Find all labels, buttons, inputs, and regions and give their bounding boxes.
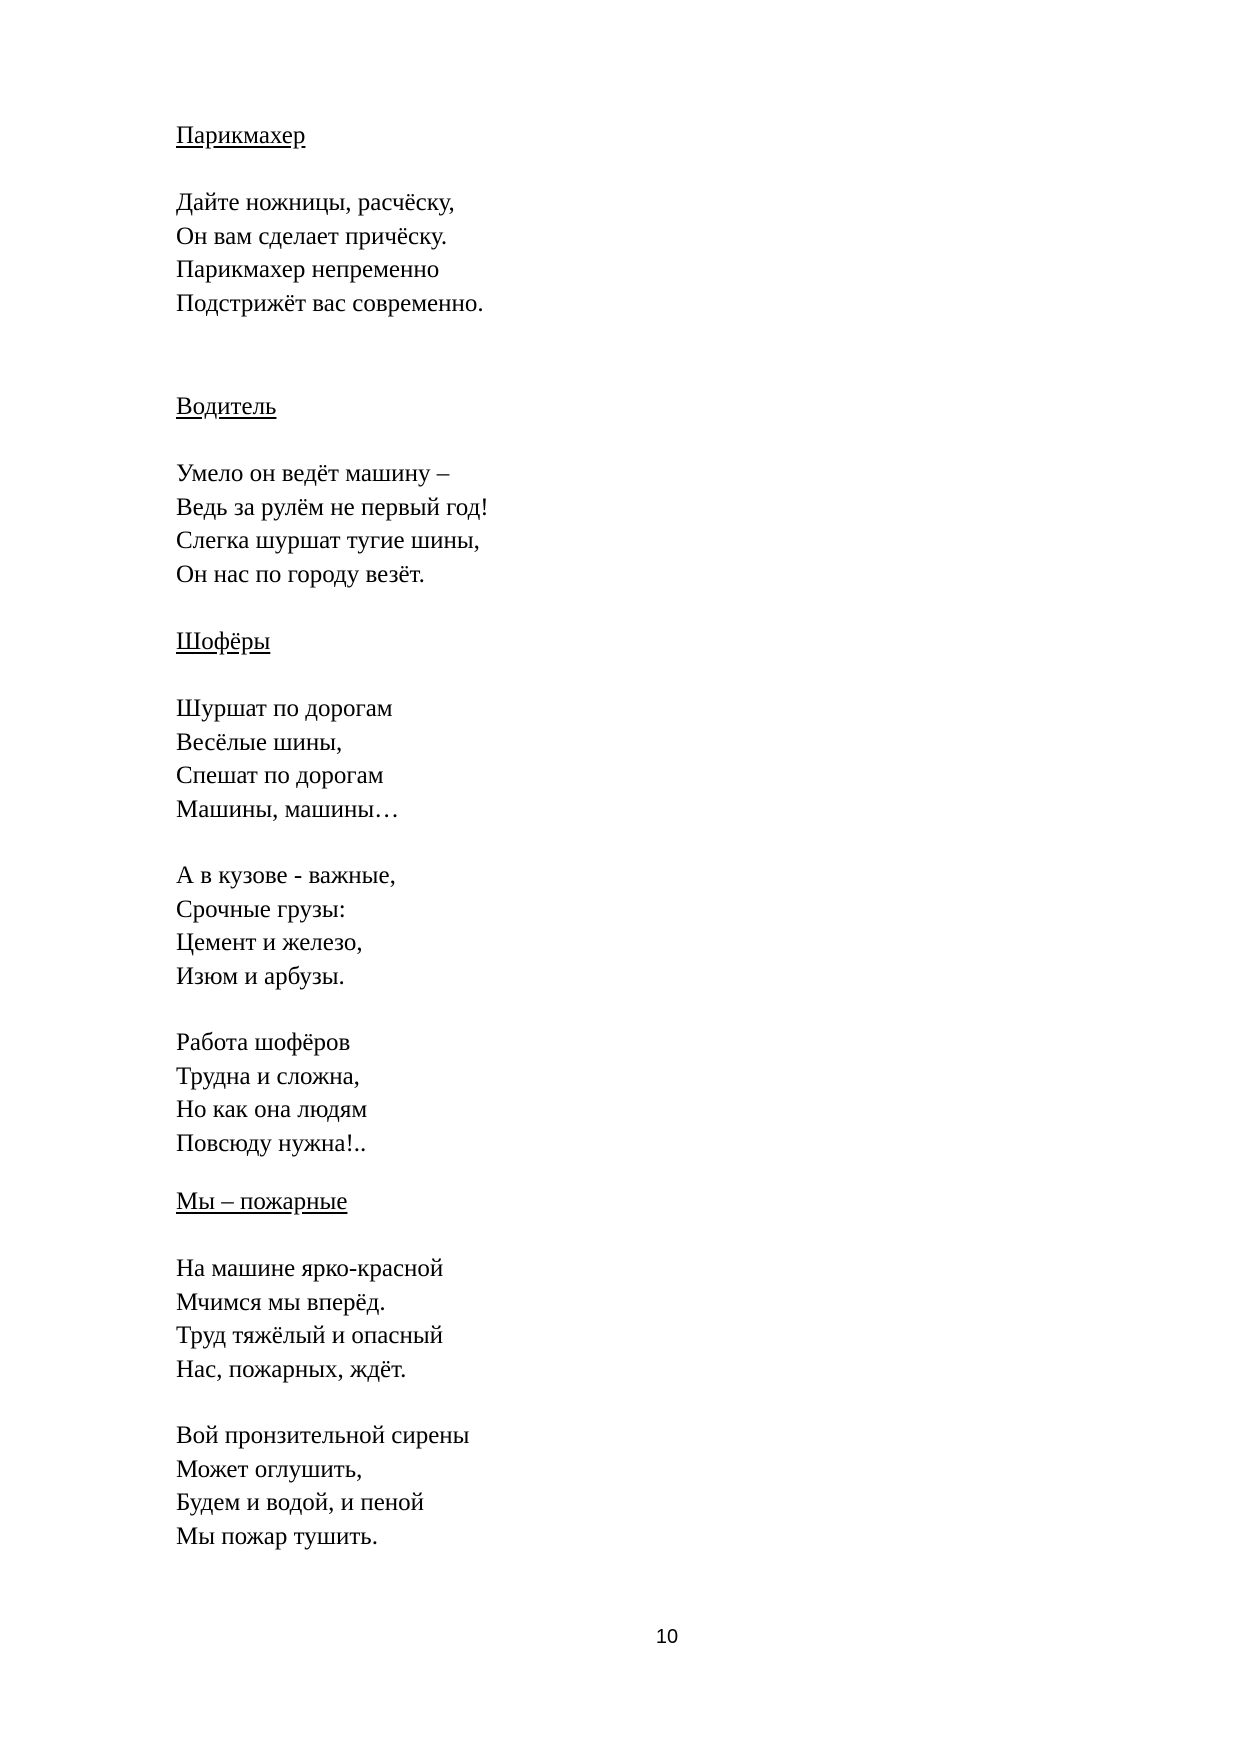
stanza xyxy=(176,692,1076,826)
poem-title: Водитель xyxy=(176,393,277,420)
verse-line: Спешат по дорогам xyxy=(176,762,384,789)
poem-hairdresser xyxy=(176,119,1076,320)
stanza xyxy=(176,859,1076,993)
verse-line: Парикмахер непременно xyxy=(176,256,440,283)
verse-line: Подстрижёт вас современно. xyxy=(176,289,484,317)
page-number: 10 xyxy=(655,1626,679,1648)
stanza xyxy=(176,1026,1076,1160)
verse-line: Труд тяжёлый и опасный xyxy=(176,1322,444,1349)
verse-line: Слегка шуршат тугие шины, xyxy=(176,527,480,554)
stanza xyxy=(176,186,1076,320)
verse-line: Мчимся мы вперёд. xyxy=(176,1288,386,1316)
poem-title: Парикмахер xyxy=(176,122,306,149)
verse-line: Цемент и железо, xyxy=(176,929,363,956)
verse-line: Изюм и арбузы. xyxy=(176,962,345,990)
verse-line: Умело он ведёт машину – xyxy=(176,460,450,487)
verse-line: Машины, машины… xyxy=(176,795,400,823)
verse-line: Но как она людям xyxy=(176,1096,368,1123)
verse-line: Он вам сделает причёску. xyxy=(176,222,448,250)
verse-line: Мы пожар тушить. xyxy=(176,1522,378,1550)
verse-line: Шуршат по дорогам xyxy=(176,695,393,722)
verse-line: Ведь за рулём не первый год! xyxy=(176,493,489,521)
verse-line: Может оглушить, xyxy=(176,1455,363,1483)
verse-line: На машине ярко-красной xyxy=(176,1255,444,1282)
verse-line: Он нас по городу везёт. xyxy=(176,560,425,588)
verse-line: Повсюду нужна!.. xyxy=(176,1129,367,1157)
verse-line: А в кузове - важные, xyxy=(176,862,396,889)
verse-line: Нас, пожарных, ждёт. xyxy=(176,1355,407,1383)
verse-line: Срочные грузы: xyxy=(176,895,346,923)
poem-driver xyxy=(176,390,1076,591)
stanza xyxy=(176,1419,1076,1553)
poem-chauffeurs xyxy=(176,625,1076,1160)
poem-title: Мы – пожарные xyxy=(176,1188,348,1215)
stanza xyxy=(176,1252,1076,1386)
poem-title: Шофёры xyxy=(176,628,271,655)
verse-line: Трудна и сложна, xyxy=(176,1062,360,1090)
verse-line: Работа шофёров xyxy=(176,1029,351,1056)
verse-line: Дайте ножницы, расчёску, xyxy=(176,189,455,216)
verse-line: Весёлые шины, xyxy=(176,728,343,756)
poem-firefighters xyxy=(176,1185,1076,1553)
verse-line: Будем и водой, и пеной xyxy=(176,1489,425,1516)
verse-line: Вой пронзительной сирены xyxy=(176,1422,470,1449)
stanza xyxy=(176,457,1076,591)
